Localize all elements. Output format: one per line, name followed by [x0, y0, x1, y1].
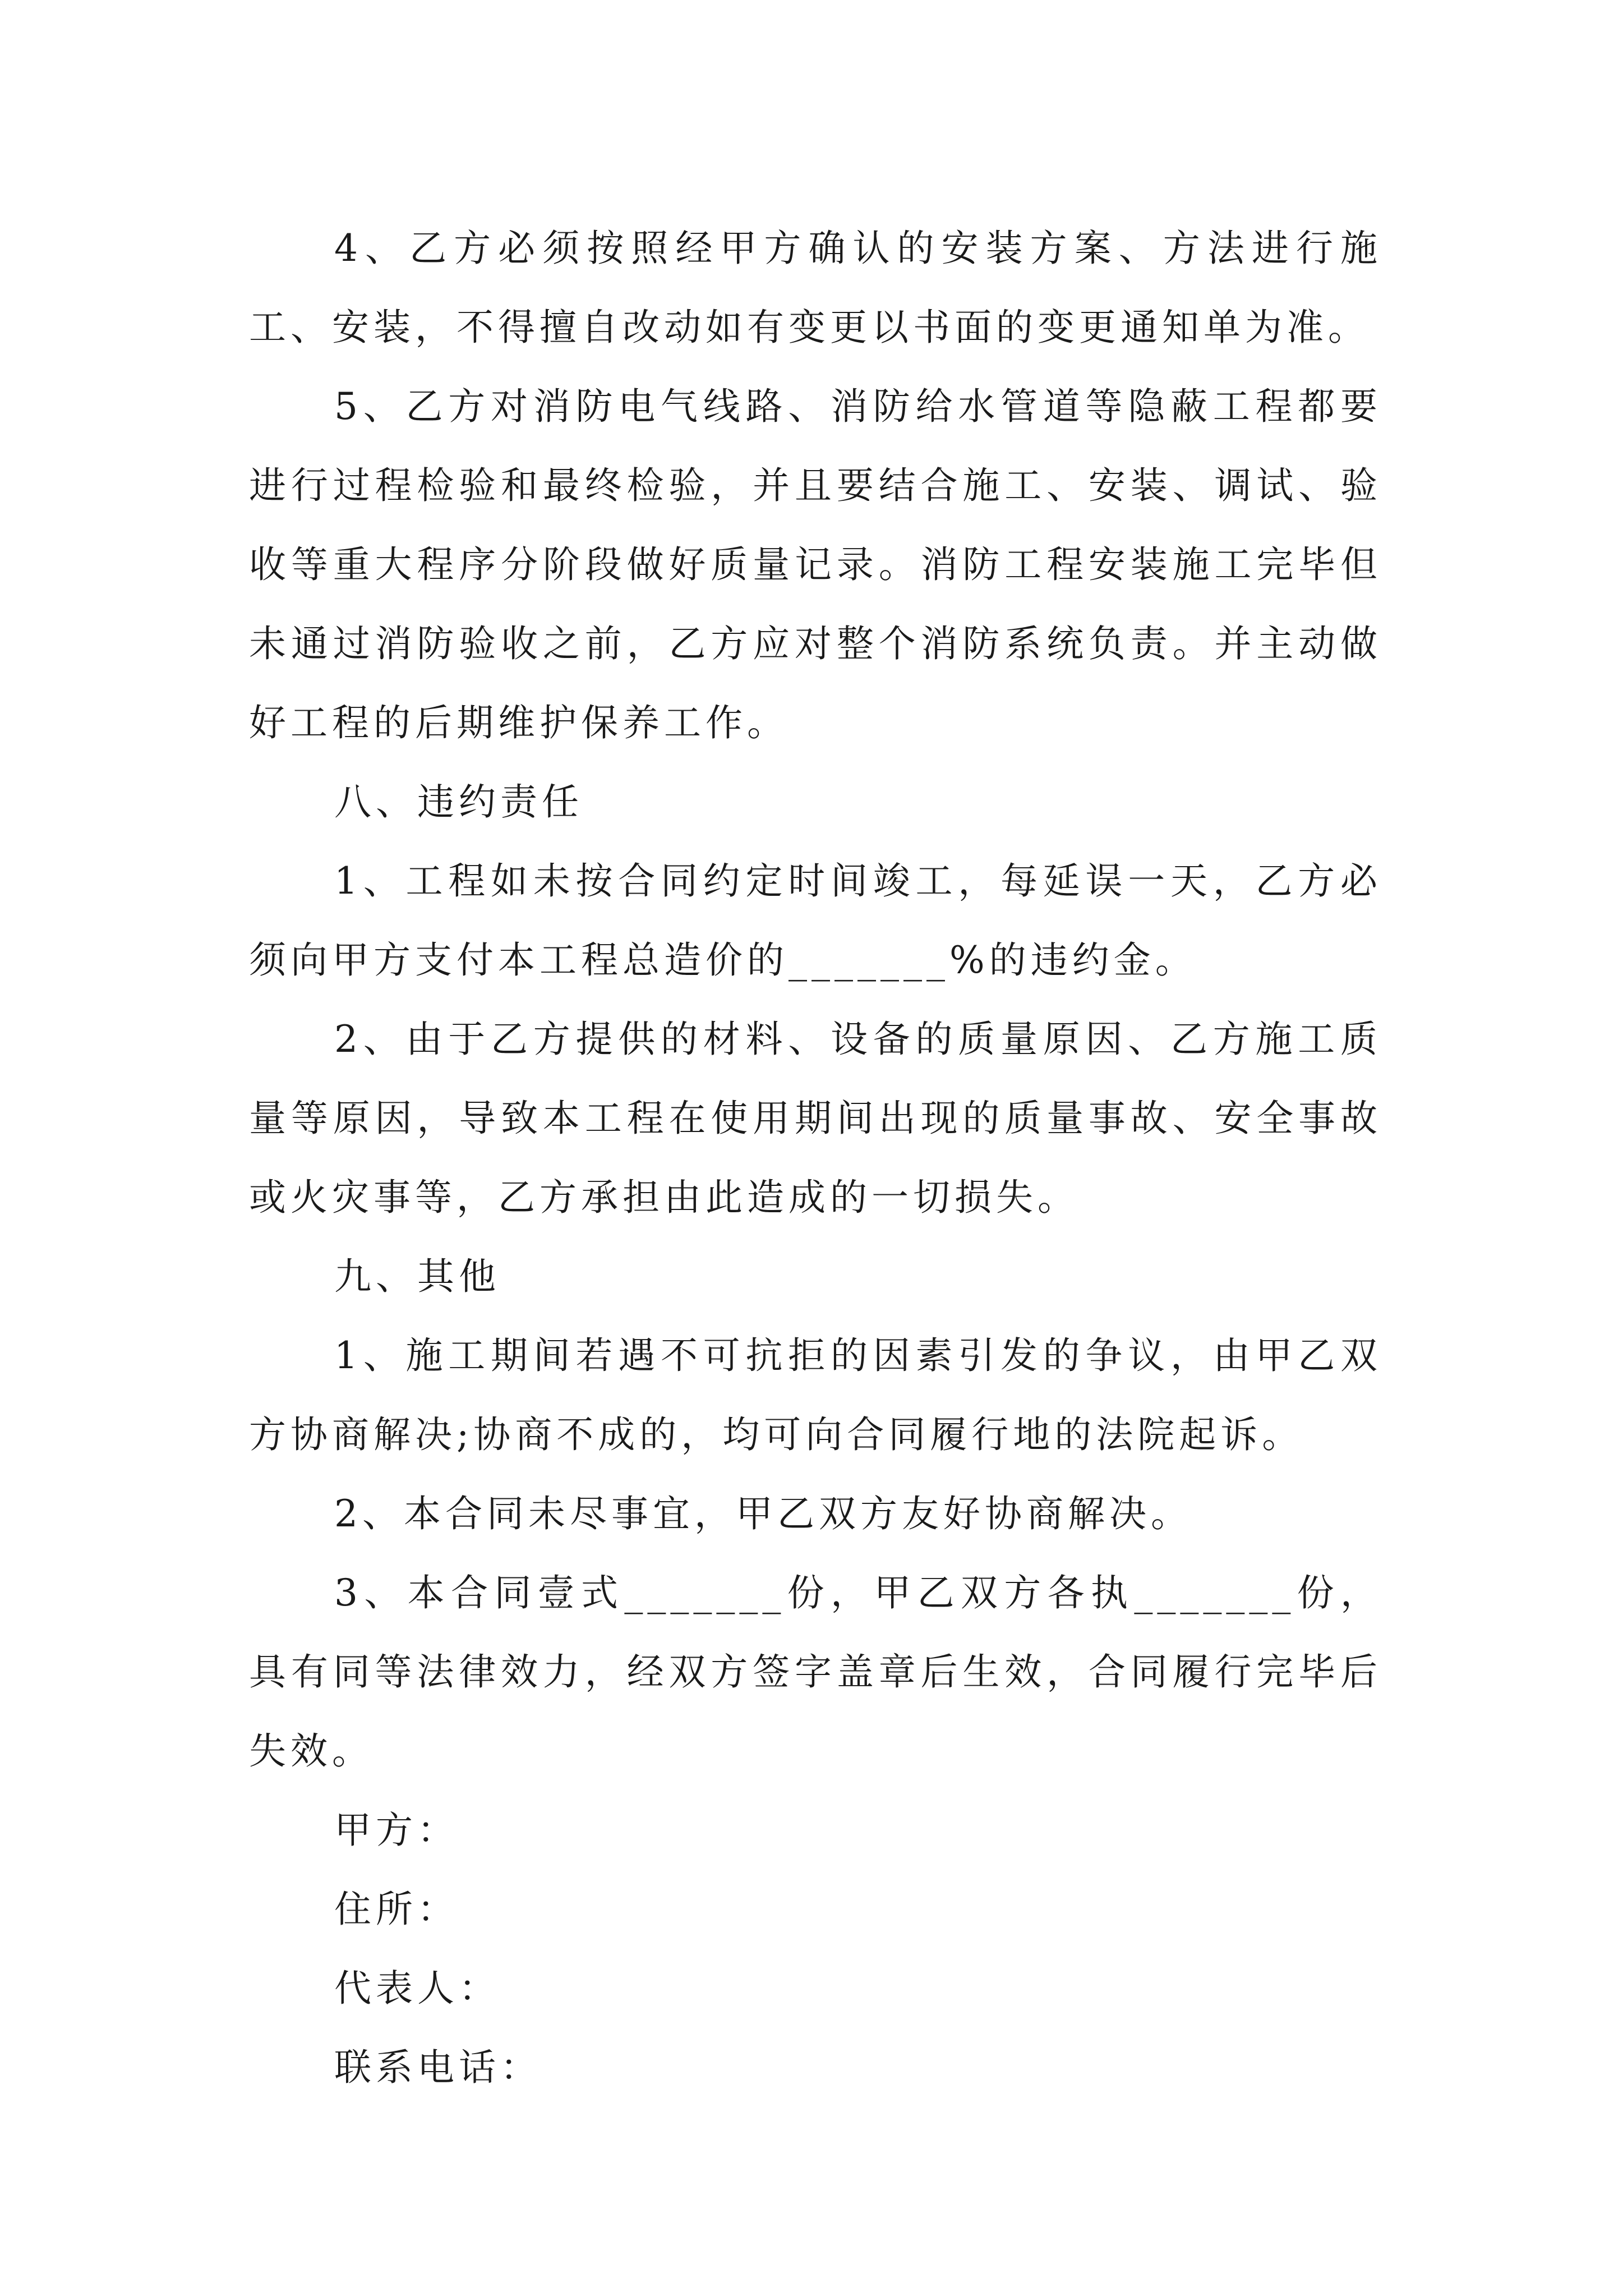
clause-5: 5、乙方对消防电气线路、消防给水管道等隐蔽工程都要进行过程检验和最终检验，并且要结合施工、安装、调试、验收等重大程序分阶段做好质量记录。消防工程安装施工完毕但未通过消防验收之前，乙方应对整个消防系统负责。并主动做好工程的后期维护保养工作。 [249, 385, 1382, 744]
breach-clause-2: 2、由于乙方提供的材料、设备的质量原因、乙方施工质量等原因，导致本工程在使用期间出现的质量事故、安全事故或火灾事等，乙方承担由此造成的一切损失。 [249, 1018, 1382, 1219]
document-body [249, 209, 1382, 2107]
section-heading-other: 九、其他 [334, 1255, 500, 1298]
signature-party-a: 甲方： [334, 1809, 459, 1852]
signature-address: 住所： [334, 1888, 459, 1931]
breach-clause-1: 1、工程如未按合同约定时间竣工，每延误一天，乙方必须向甲方支付本工程总造价的_______%的违约金。 [249, 859, 1382, 982]
signature-representative: 代表人： [334, 1967, 500, 2010]
clause-4: 4、乙方必须按照经甲方确认的安装方案、方法进行施工、安装，不得擅自改动如有变更以书面的变更通知单为准。 [249, 227, 1382, 349]
other-clause-1: 1、施工期间若遇不可抗拒的因素引发的争议，由甲乙双方协商解决;协商不成的，均可向合同履行地的法院起诉。 [249, 1334, 1382, 1456]
signature-phone: 联系电话： [334, 2046, 542, 2089]
other-clause-3: 3、本合同壹式_______份，甲乙双方各执_______份，具有同等法律效力，经双方签字盖章后生效，合同履行完毕后失效。 [249, 1571, 1382, 1773]
section-heading-breach: 八、违约责任 [334, 780, 583, 823]
other-clause-2: 2、本合同未尽事宜，甲乙双方友好协商解决。 [334, 1492, 1192, 1535]
